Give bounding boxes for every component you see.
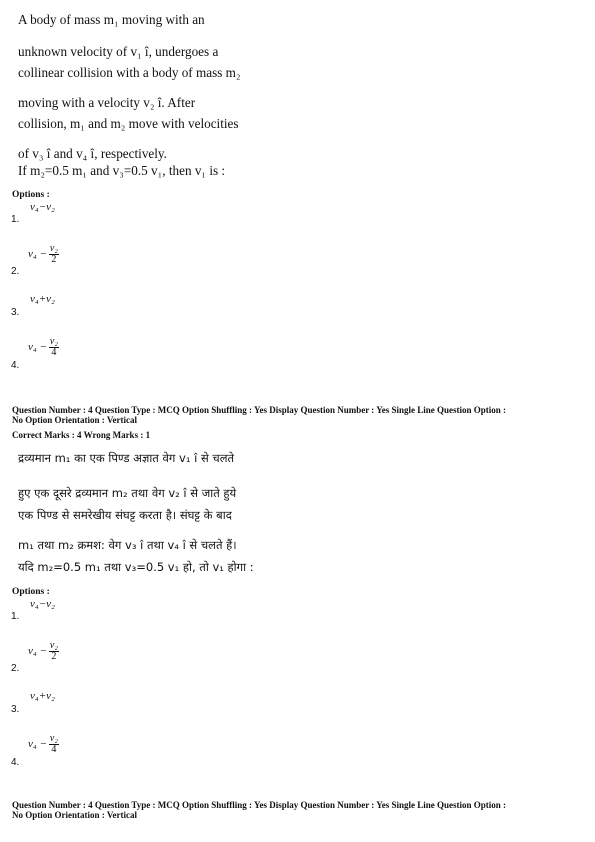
option-4-numerator-2: v₂ xyxy=(49,733,58,744)
option-1-text-2: v₄−v₂ xyxy=(30,598,55,610)
question-hi-line-3: एक पिण्ड से समरेखीय संघट्ट करता है। संघट्ट के बाद xyxy=(18,508,232,522)
option-2-expression xyxy=(28,244,59,265)
option-2-numerator-2: v₂ xyxy=(49,640,58,651)
question-en-line-4: moving with a velocity v₂ î. After xyxy=(18,95,196,110)
question-hi-line-5: यदि m₂=0.5 m₁ तथा v₃=0.5 v₁ हो, तो v₁ होगा : xyxy=(18,560,254,574)
option-3-text: v₄+v₂ xyxy=(30,293,55,305)
option-4-fraction-2 xyxy=(49,734,59,755)
option-2-denominator-2: 2 xyxy=(51,651,57,662)
option-4-number: 4. xyxy=(11,360,20,371)
option-2-expression-2 xyxy=(28,641,59,662)
option-2-denominator: 2 xyxy=(51,254,57,265)
option-3-text-2: v₄+v₂ xyxy=(30,690,55,702)
option-4-denominator: 4 xyxy=(51,347,57,358)
option-2-number-2: 2. xyxy=(11,663,20,674)
option-3-number: 3. xyxy=(11,307,20,318)
option-4-numerator: v₂ xyxy=(49,336,58,347)
question-hi-line-1: द्रव्यमान m₁ का एक पिण्ड अज्ञात वेग v₁ î से चलते xyxy=(18,451,235,465)
question-en-line-5: collision, m₁ and m₂ move with velocities xyxy=(18,116,239,131)
meta-2-line-2: No Option Orientation : Vertical xyxy=(12,810,137,820)
question-en-line-2: unknown velocity of v₁ î, undergoes a xyxy=(18,44,219,59)
question-hi-line-4: m₁ तथा m₂ क्रमश: वेग v₃ î तथा v₄ î से चलते हैं। xyxy=(18,538,237,552)
options-label-2: Options : xyxy=(12,587,50,597)
option-2-fraction-2 xyxy=(49,641,59,662)
option-2-lead: v₄ − xyxy=(28,248,47,261)
question-en-line-3: collinear collision with a body of mass m₂ xyxy=(18,65,241,80)
options-label: Options : xyxy=(12,190,50,200)
meta-1-line-3: Correct Marks : 4 Wrong Marks : 1 xyxy=(12,430,151,440)
option-4-denominator-2: 4 xyxy=(51,744,57,755)
option-3-number-2: 3. xyxy=(11,704,20,715)
option-2-number: 2. xyxy=(11,266,20,277)
option-1-number: 1. xyxy=(11,214,20,225)
meta-2-line-1: Question Number : 4 Question Type : MCQ Option Shuffling : Yes Display Question Number : Yes Single Line Question Option : xyxy=(12,800,506,810)
question-en-line-7: If m₂=0.5 m₁ and v₃=0.5 v₁, then v₁ is : xyxy=(18,163,226,178)
option-4-fraction xyxy=(49,337,59,358)
option-4-expression xyxy=(28,337,59,358)
question-hi-line-2: हुए एक दूसरे द्रव्यमान m₂ तथा वेग v₂ î से जाते हुये xyxy=(18,486,237,500)
option-4-expression-2 xyxy=(28,734,59,755)
option-2-fraction xyxy=(49,244,59,265)
option-2-numerator: v₂ xyxy=(49,243,58,254)
option-4-number-2: 4. xyxy=(11,757,20,768)
meta-1-line-2: No Option Orientation : Vertical xyxy=(12,415,137,425)
question-en-line-6: of v₃ î and v₄ î, respectively. xyxy=(18,146,167,161)
option-1-text: v₄−v₂ xyxy=(30,201,55,213)
option-4-lead: v₄ − xyxy=(28,341,47,354)
option-4-lead-2: v₄ − xyxy=(28,738,47,751)
question-en-line-1: A body of mass m₁ moving with an xyxy=(18,12,205,27)
option-2-lead-2: v₄ − xyxy=(28,645,47,658)
meta-1-line-1: Question Number : 4 Question Type : MCQ Option Shuffling : Yes Display Question Number : Yes Single Line Question Option : xyxy=(12,405,506,415)
option-1-number-2: 1. xyxy=(11,611,20,622)
